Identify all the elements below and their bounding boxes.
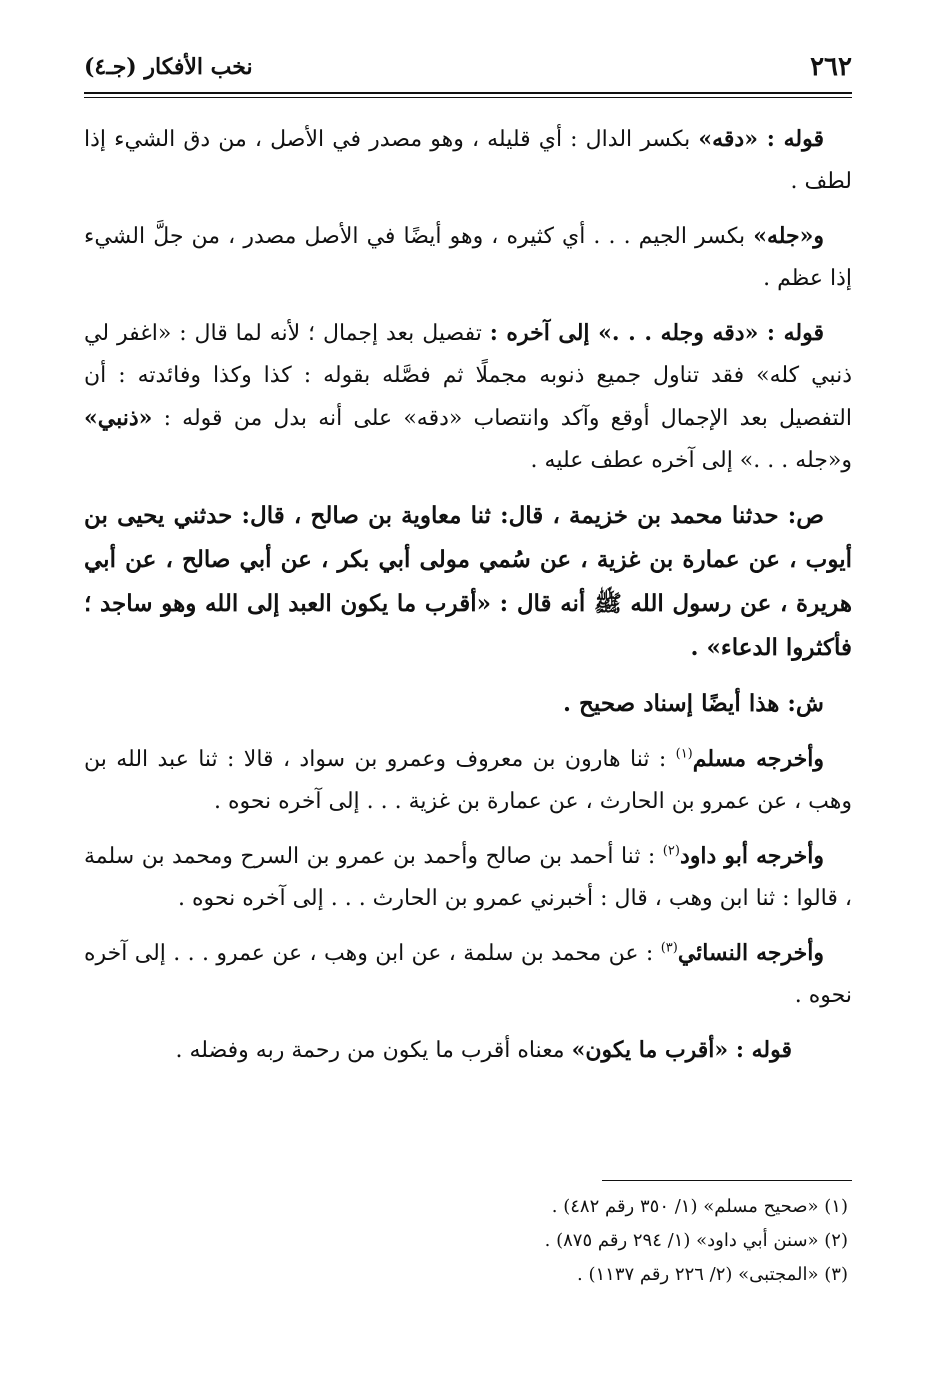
paragraph-abudawud-lead: وأخرجه أبو داود xyxy=(679,843,825,869)
paragraph-muslim-text: : ثنا هارون بن معروف وعمرو بن سواد ، قالا : ثنا عبد الله بن وهب ، عن عمرو بن الحارث ، عن عمارة بن غزية . . . إلى آخره نحوه . xyxy=(84,747,852,814)
paragraph-nasai xyxy=(84,932,852,1017)
paragraph-3-bold: «ذنبي» xyxy=(84,405,153,431)
footnote-rule xyxy=(602,1180,852,1181)
paragraph-final-text: معناه أقرب ما يكون من رحمة ربه وفضله . xyxy=(175,1038,572,1063)
footnote-ref-3[interactable]: (٣) xyxy=(660,940,678,956)
footnote-ref-2[interactable]: (٢) xyxy=(662,843,680,859)
paragraph-abudawud xyxy=(84,835,852,920)
footnote-1: (١) «صحيح مسلم» (١/ ٣٥٠ رقم ٤٨٢) . xyxy=(551,1196,848,1217)
paragraph-muslim-lead: وأخرجه مسلم xyxy=(692,746,824,772)
main-text xyxy=(84,118,852,1084)
paragraph-3-lead: قوله : «دقه وجله . . .» إلى آخره : xyxy=(489,320,824,346)
paragraph-final xyxy=(84,1029,852,1072)
hadith-text: ص: حدثنا محمد بن خزيمة ، قال: ثنا معاوية بن صالح ، قال: حدثني يحيى بن أيوب ، عن عمارة بن غزية ، عن سُمي مولى أبي بكر ، عن أبي صالح ، عن أبي هريرة ، عن رسول الله ﷺ أنه قال : «أقرب ما يكون العبد إلى الله وهو ساجد ؛ فأكثروا الدعاء» . xyxy=(84,502,852,661)
paragraph-nasai-text: : عن محمد بن سلمة ، عن ابن وهب ، عن عمرو . . . إلى آخره نحوه . xyxy=(84,941,852,1008)
paragraph-abudawud-text: : ثنا أحمد بن صالح وأحمد بن عمرو بن السرح ومحمد بن سلمة ، قالوا : ثنا ابن وهب ، قال : أخبرني عمرو بن الحارث . . . إلى آخره نحوه . xyxy=(84,844,852,911)
paragraph-final-lead: قوله : «أقرب ما يكون» xyxy=(571,1037,792,1063)
paragraph-3 xyxy=(84,312,852,482)
commentary-heading: ش: هذا أيضًا إسناد صحيح . xyxy=(563,690,824,717)
header-rule xyxy=(84,92,852,98)
running-title: نخب الأفكار (جـ٤) xyxy=(84,54,253,80)
paragraph-3-text: تفصيل بعد إجمال ؛ لأنه لما قال : «اغفر لي ذنبي كله» فقد تناول جميع ذنوبه مجملًا ثم فصَّله بقوله : كذا وكذا وفائدته : أن التفصيل بعد الإجمال أوقع وآكد وانتصاب «دقه» على أنه بدل من قوله : xyxy=(84,321,852,431)
paragraph-1-text: بكسر الدال : أي قليله ، وهو مصدر في الأصل ، من دق الشيء إذا لطف . xyxy=(84,127,852,194)
paragraph-1-lead: قوله : «دقه» xyxy=(698,126,824,152)
paragraph-2 xyxy=(84,215,852,300)
footnote-ref-1[interactable]: (١) xyxy=(675,746,693,762)
paragraph-2-lead: و«جله» xyxy=(753,223,824,249)
paragraph-3-tail: و«جله . . .» إلى آخره عطف عليه . xyxy=(530,448,852,473)
footnote-3: (٣) «المجتبى» (٢/ ٢٢٦ رقم ١١٣٧) . xyxy=(577,1264,848,1285)
footnote-2: (٢) «سنن أبي داود» (١/ ٢٩٤ رقم ٨٧٥) . xyxy=(544,1230,848,1251)
paragraph-1 xyxy=(84,118,852,203)
paragraph-nasai-lead: وأخرجه النسائي xyxy=(677,940,824,966)
page-number: ٢٦٢ xyxy=(810,52,852,82)
paragraph-2-text: بكسر الجيم . . . أي كثيره ، وهو أيضًا في الأصل مصدر ، من جلَّ الشيء إذا عظم . xyxy=(84,224,852,291)
paragraph-muslim xyxy=(84,738,852,823)
page-header xyxy=(84,52,852,92)
footnotes xyxy=(84,1192,848,1294)
